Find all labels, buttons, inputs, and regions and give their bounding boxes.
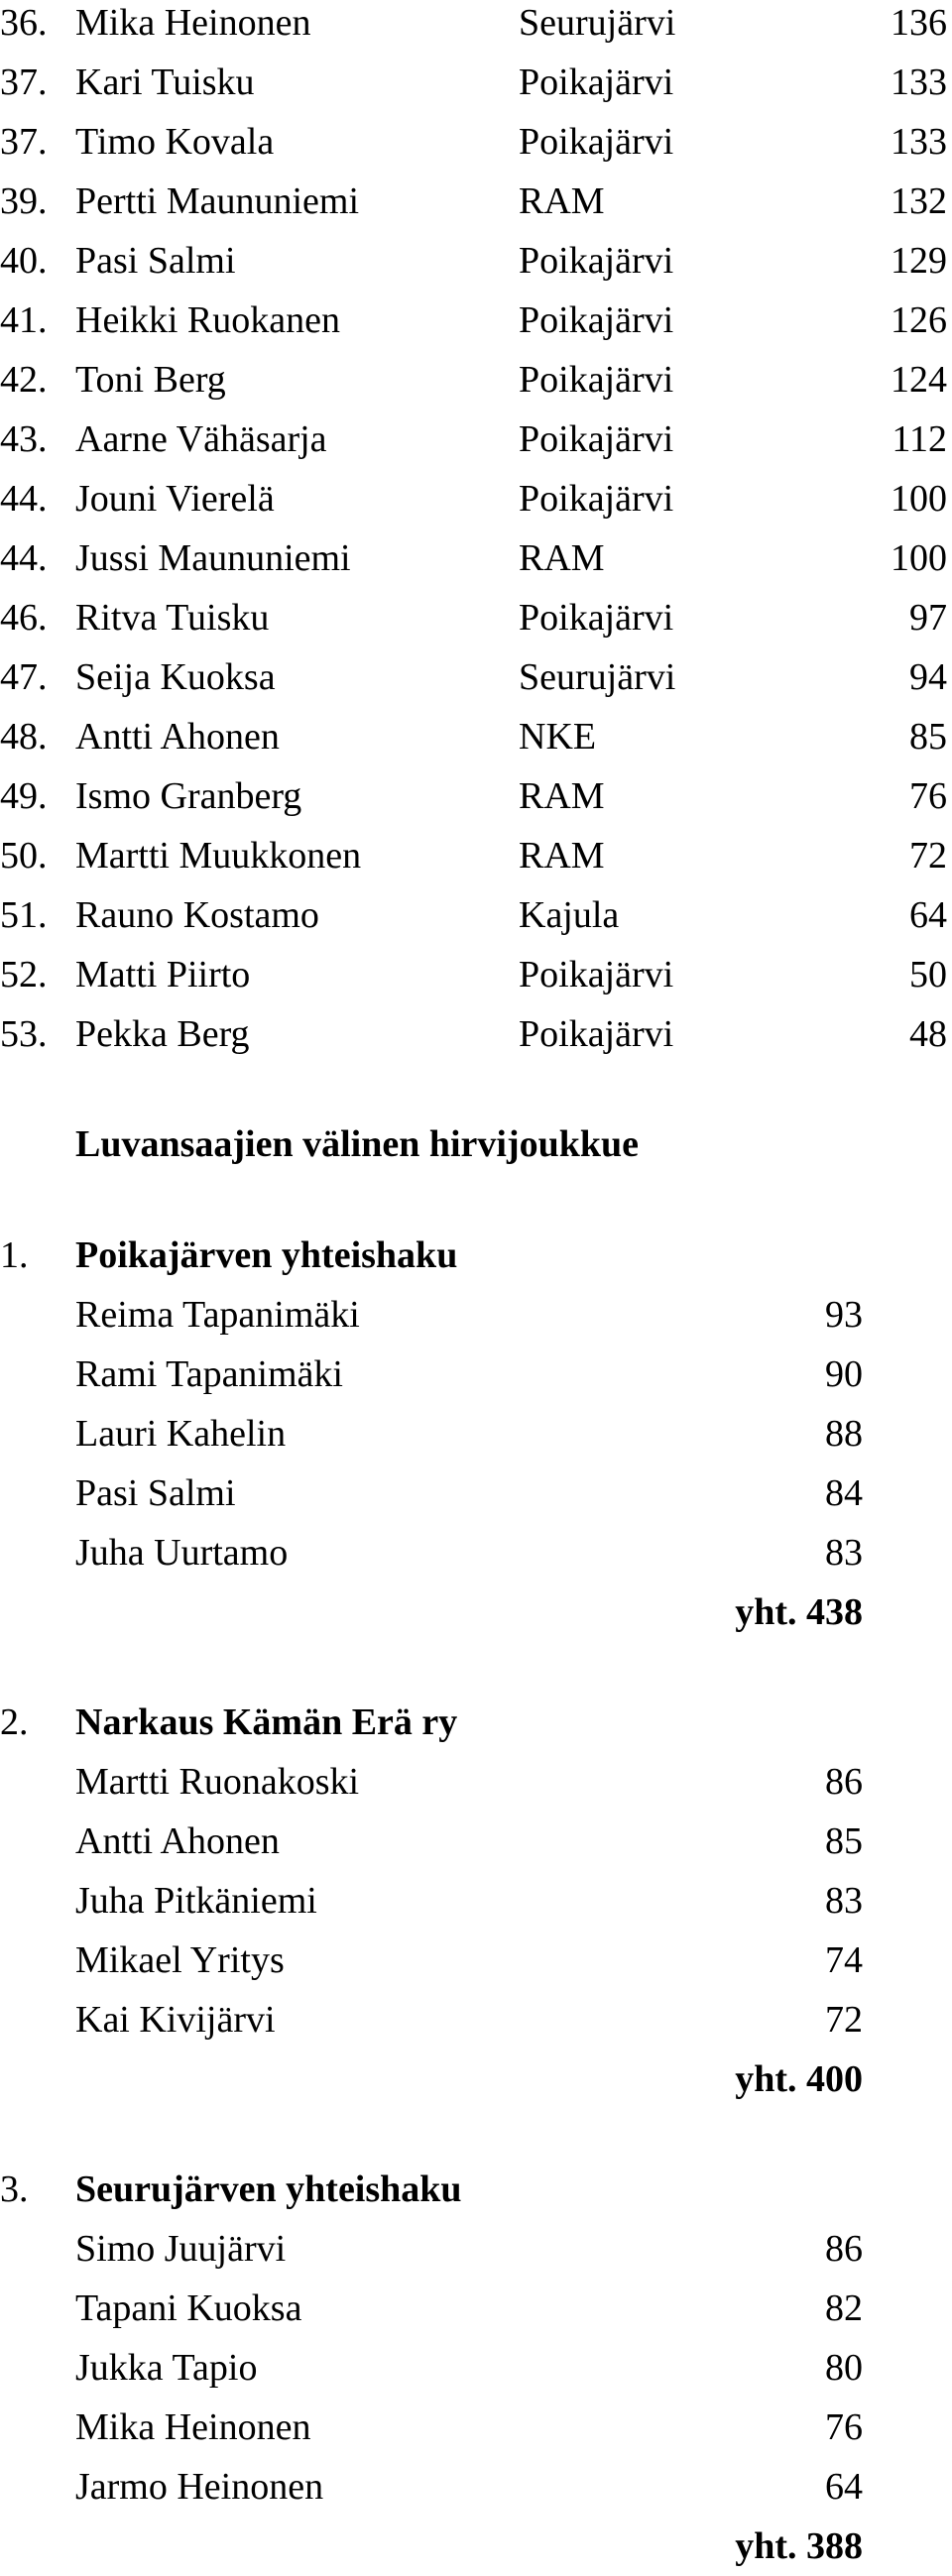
member-name: Rami Tapanimäki: [75, 1353, 343, 1395]
member-name: Mika Heinonen: [75, 2406, 311, 2448]
result-name: Antti Ahonen: [75, 716, 280, 758]
member-name: Juha Uurtamo: [75, 1532, 289, 1574]
team-member: [0, 1404, 952, 1464]
team-header: [0, 1693, 952, 1752]
result-name: Heikki Ruokanen: [75, 299, 341, 341]
result-score: 133: [891, 121, 947, 163]
result-club: Poikajärvi: [519, 61, 674, 103]
result-name: Aarne Vähäsarja: [75, 418, 327, 460]
member-name: Reima Tapanimäki: [75, 1294, 360, 1336]
result-row: [0, 469, 952, 528]
team-member: [0, 2338, 952, 2398]
member-score: 83: [825, 1880, 863, 1922]
result-name: Mika Heinonen: [75, 2, 311, 44]
result-club: Seurujärvi: [519, 2, 676, 44]
team-name: Narkaus Kämän Erä ry: [75, 1701, 458, 1743]
result-club: RAM: [519, 180, 605, 222]
member-name: Antti Ahonen: [75, 1820, 280, 1862]
team-member: [0, 1464, 952, 1523]
team-member: [0, 2457, 952, 2517]
team-total: yht. 438: [735, 1591, 863, 1633]
result-position: 51.: [0, 894, 48, 936]
result-name: Seija Kuoksa: [75, 656, 276, 698]
team-header: [0, 1226, 952, 1285]
result-club: Kajula: [519, 894, 620, 936]
result-row: [0, 1004, 952, 1064]
member-score: 84: [825, 1472, 863, 1514]
result-row: [0, 647, 952, 707]
result-club: NKE: [519, 716, 597, 758]
team-total: yht. 388: [735, 2525, 863, 2567]
result-position: 42.: [0, 359, 48, 401]
result-club: Poikajärvi: [519, 121, 674, 163]
result-score: 64: [909, 894, 947, 936]
member-score: 64: [825, 2466, 863, 2508]
result-score: 76: [909, 775, 947, 817]
result-score: 124: [891, 359, 947, 401]
result-name: Martti Muukkonen: [75, 835, 362, 877]
member-name: Tapani Kuoksa: [75, 2287, 302, 2329]
result-club: Poikajärvi: [519, 597, 674, 639]
result-club: Poikajärvi: [519, 299, 674, 341]
member-name: Simo Juujärvi: [75, 2228, 287, 2270]
result-row: [0, 885, 952, 945]
member-name: Mikael Yritys: [75, 1939, 285, 1981]
result-row: [0, 826, 952, 885]
result-score: 85: [909, 716, 947, 758]
result-club: Poikajärvi: [519, 478, 674, 520]
result-club: Seurujärvi: [519, 656, 676, 698]
member-score: 76: [825, 2406, 863, 2448]
result-row: [0, 707, 952, 766]
result-score: 50: [909, 954, 947, 995]
team-member: [0, 1285, 952, 1345]
member-score: 88: [825, 1413, 863, 1455]
member-score: 82: [825, 2287, 863, 2329]
result-club: Poikajärvi: [519, 240, 674, 282]
result-position: 37.: [0, 61, 48, 103]
team-total: yht. 400: [735, 2058, 863, 2100]
result-score: 100: [891, 478, 947, 520]
result-row: [0, 172, 952, 231]
member-name: Martti Ruonakoski: [75, 1761, 360, 1803]
result-row: [0, 945, 952, 1004]
result-club: RAM: [519, 537, 605, 579]
result-score: 48: [909, 1013, 947, 1055]
result-position: 37.: [0, 121, 48, 163]
team-rank: 2.: [0, 1701, 29, 1743]
member-score: 85: [825, 1820, 863, 1862]
result-position: 39.: [0, 180, 48, 222]
team-rank: 1.: [0, 1234, 29, 1276]
team-member: [0, 2219, 952, 2279]
result-name: Toni Berg: [75, 359, 226, 401]
member-score: 72: [825, 1999, 863, 2041]
result-name: Jouni Vierelä: [75, 478, 275, 520]
result-score: 136: [891, 2, 947, 44]
team-member: [0, 1990, 952, 2049]
team-member: [0, 2398, 952, 2457]
result-row: [0, 231, 952, 291]
member-score: 86: [825, 2228, 863, 2270]
member-score: 93: [825, 1294, 863, 1336]
result-score: 97: [909, 597, 947, 639]
result-name: Pekka Berg: [75, 1013, 250, 1055]
member-score: 83: [825, 1532, 863, 1574]
member-name: Pasi Salmi: [75, 1472, 236, 1514]
result-name: Timo Kovala: [75, 121, 275, 163]
result-position: 50.: [0, 835, 48, 877]
member-score: 90: [825, 1353, 863, 1395]
member-score: 86: [825, 1761, 863, 1803]
member-name: Lauri Kahelin: [75, 1413, 287, 1455]
member-name: Juha Pitkäniemi: [75, 1880, 317, 1922]
team-member: [0, 1523, 952, 1582]
result-position: 46.: [0, 597, 48, 639]
result-row: [0, 291, 952, 350]
result-row: [0, 410, 952, 469]
team-member: [0, 1871, 952, 1931]
result-name: Rauno Kostamo: [75, 894, 319, 936]
result-score: 94: [909, 656, 947, 698]
result-club: Poikajärvi: [519, 418, 674, 460]
result-position: 43.: [0, 418, 48, 460]
result-club: Poikajärvi: [519, 359, 674, 401]
result-row: [0, 350, 952, 410]
team-member: [0, 2279, 952, 2338]
result-name: Ritva Tuisku: [75, 597, 270, 639]
result-club: RAM: [519, 775, 605, 817]
result-name: Pasi Salmi: [75, 240, 236, 282]
result-name: Ismo Granberg: [75, 775, 302, 817]
result-position: 52.: [0, 954, 48, 995]
member-name: Kai Kivijärvi: [75, 1999, 276, 2041]
result-row: [0, 588, 952, 647]
result-position: 49.: [0, 775, 48, 817]
team-name: Seurujärven yhteishaku: [75, 2168, 462, 2210]
member-score: 74: [825, 1939, 863, 1981]
team-header: [0, 2160, 952, 2219]
team-member: [0, 1752, 952, 1812]
result-name: Jussi Maununiemi: [75, 537, 351, 579]
team-member: [0, 1812, 952, 1871]
result-score: 129: [891, 240, 947, 282]
result-score: 133: [891, 61, 947, 103]
result-club: Poikajärvi: [519, 954, 674, 995]
result-position: 48.: [0, 716, 48, 758]
result-club: RAM: [519, 835, 605, 877]
result-name: Matti Piirto: [75, 954, 251, 995]
result-score: 72: [909, 835, 947, 877]
result-name: Pertti Maununiemi: [75, 180, 360, 222]
member-name: Jukka Tapio: [75, 2347, 258, 2389]
result-row: [0, 112, 952, 172]
result-score: 126: [891, 299, 947, 341]
member-score: 80: [825, 2347, 863, 2389]
result-row: [0, 528, 952, 588]
result-position: 40.: [0, 240, 48, 282]
section-title: Luvansaajien välinen hirvijoukkue: [75, 1123, 640, 1165]
result-club: Poikajärvi: [519, 1013, 674, 1055]
result-position: 53.: [0, 1013, 48, 1055]
result-row: [0, 766, 952, 826]
team-member: [0, 1931, 952, 1990]
team-rank: 3.: [0, 2168, 29, 2210]
result-row: [0, 53, 952, 112]
result-score: 132: [891, 180, 947, 222]
result-position: 44.: [0, 537, 48, 579]
team-name: Poikajärven yhteishaku: [75, 1234, 458, 1276]
result-row: [0, 0, 952, 53]
result-score: 112: [892, 418, 947, 460]
member-name: Jarmo Heinonen: [75, 2466, 324, 2508]
result-position: 36.: [0, 2, 48, 44]
result-score: 100: [891, 537, 947, 579]
result-position: 41.: [0, 299, 48, 341]
result-position: 47.: [0, 656, 48, 698]
result-position: 44.: [0, 478, 48, 520]
team-member: [0, 1345, 952, 1404]
result-name: Kari Tuisku: [75, 61, 255, 103]
